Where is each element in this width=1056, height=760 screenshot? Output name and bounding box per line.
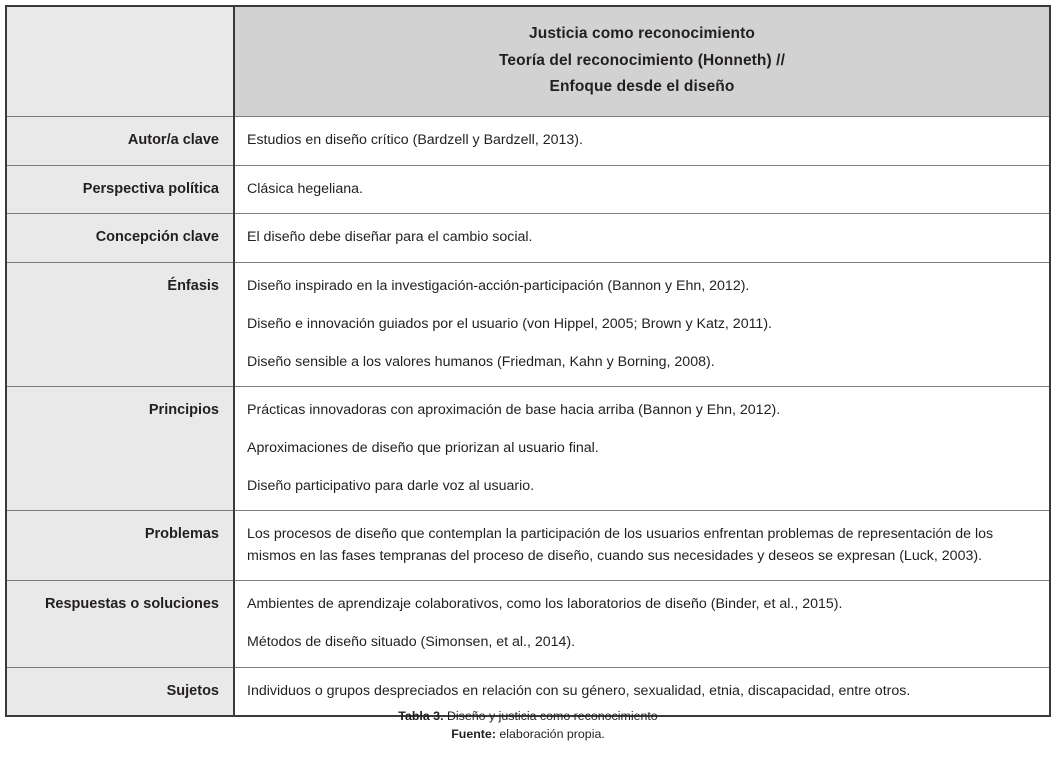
row-label-principios: Principios — [6, 387, 234, 511]
row-label-concepcion-clave: Concepción clave — [6, 214, 234, 263]
content-paragraph: Diseño participativo para darle voz al usuario. — [247, 478, 535, 495]
content-paragraph: Prácticas innovadoras con aproximación de base hacia arriba (Bannon y Ehn, 2012). — [247, 402, 781, 419]
row-label-autor-a-clave: Autor/a clave — [6, 116, 234, 165]
row-content-respuestas-o-soluciones — [234, 581, 1050, 667]
header-title-line-2: Teoría del reconocimiento (Honneth) // — [499, 51, 785, 69]
row-content-problemas — [234, 511, 1050, 581]
content-paragraph: Los procesos de diseño que contemplan la participación de los usuarios enfrentan problemas de representación de los mismos en las fases tempranas del proceso de diseño, cuando sus necesidades y deseos se expresan (Luck, 2003). — [247, 526, 994, 564]
row-label-sujetos: Sujetos — [6, 667, 234, 716]
row-label-enfasis: Énfasis — [6, 263, 234, 387]
caption-label-fuente: Fuente: — [451, 726, 496, 741]
row-content-autor-a-clave — [234, 116, 1050, 165]
content-paragraph: El diseño debe diseñar para el cambio social. — [247, 229, 533, 246]
row-content-principios — [234, 387, 1050, 511]
content-paragraph: Métodos de diseño situado (Simonsen, et al., 2014). — [247, 634, 576, 651]
content-paragraph: Estudios en diseño crítico (Bardzell y Bardzell, 2013). — [247, 131, 583, 148]
table-container — [5, 5, 1051, 717]
table-row — [6, 165, 1050, 214]
content-paragraph: Diseño sensible a los valores humanos (Friedman, Kahn y Borning, 2008). — [247, 354, 715, 371]
table-caption — [0, 708, 1056, 743]
header-title-cell — [234, 6, 1050, 116]
caption-line-title — [0, 708, 1056, 726]
row-label-perspectiva-politica: Perspectiva política — [6, 165, 234, 214]
content-paragraph: Diseño e innovación guiados por el usuario (von Hippel, 2005; Brown y Katz, 2011). — [247, 316, 772, 333]
row-label-problemas: Problemas — [6, 511, 234, 581]
content-paragraph: Aproximaciones de diseño que priorizan al usuario final. — [247, 440, 599, 457]
table-header-row — [6, 6, 1050, 116]
header-title-line-1: Justicia como reconocimiento — [529, 25, 755, 42]
table-body — [6, 116, 1050, 716]
table-row — [6, 387, 1050, 511]
row-content-concepcion-clave — [234, 214, 1050, 263]
row-content-perspectiva-politica — [234, 165, 1050, 214]
caption-title-text: Diseño y justicia como reconocimiento — [443, 709, 658, 723]
table-row — [6, 214, 1050, 263]
content-paragraph: Ambientes de aprendizaje colaborativos, como los laboratorios de diseño (Binder, et al., 2015). — [247, 596, 843, 613]
content-paragraph: Clásica hegeliana. — [247, 180, 363, 197]
content-paragraph: Diseño inspirado en la investigación-acción-participación (Bannon y Ehn, 2012). — [247, 278, 750, 295]
caption-source-text: elaboración propia. — [495, 726, 605, 741]
header-corner-cell — [6, 6, 234, 116]
header-title-line-3: Enfoque desde el diseño — [549, 78, 735, 96]
row-label-respuestas-o-soluciones: Respuestas o soluciones — [6, 581, 234, 667]
caption-line-source — [0, 726, 1056, 744]
table-row — [6, 263, 1050, 387]
table-row — [6, 511, 1050, 581]
table-row — [6, 116, 1050, 165]
content-paragraph: Individuos o grupos despreciados en relación con su género, sexualidad, etnia, discapacidad, entre otros. — [247, 682, 911, 699]
row-content-enfasis — [234, 263, 1050, 387]
comparison-table — [5, 5, 1051, 717]
caption-label-tabla: Tabla 3. — [398, 709, 444, 723]
table-head — [6, 6, 1050, 116]
table-row — [6, 581, 1050, 667]
